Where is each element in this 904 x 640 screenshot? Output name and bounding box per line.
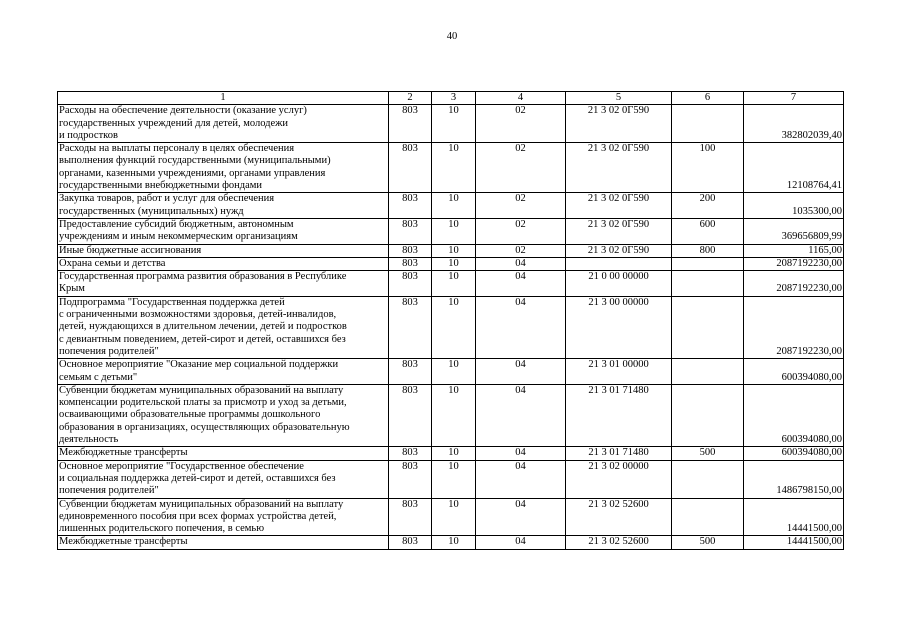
- row-code-cell-c2: 803: [389, 218, 432, 244]
- row-amount-cell: 2087192230,00: [744, 296, 844, 358]
- table-row: [58, 460, 844, 498]
- row-amount-cell: 2087192230,00: [744, 257, 844, 270]
- row-code-cell-c6: 600: [672, 218, 744, 244]
- row-name-line: образования в организациях, осуществляющих образовательную: [59, 421, 350, 433]
- row-name-line: семьям с детьми": [59, 371, 138, 383]
- row-name-cell: [58, 244, 389, 257]
- row-name-cell: [58, 296, 389, 358]
- row-name-line: лишенных родительского попечения, в семью: [59, 523, 265, 535]
- row-code-cell-c2: 803: [389, 105, 432, 143]
- budget-table: [57, 91, 844, 550]
- table-row: [58, 244, 844, 257]
- row-name-line: и подростков: [59, 129, 118, 141]
- row-name-cell: [58, 498, 389, 536]
- table-row: [58, 257, 844, 270]
- row-code-cell-c5: 21 3 01 00000: [566, 359, 672, 385]
- row-code-cell-c4: 04: [476, 460, 566, 498]
- row-name-line: Межбюджетные трансферты: [59, 447, 188, 459]
- row-name-line: деятельность: [59, 434, 119, 446]
- row-code-cell-c2: 803: [389, 359, 432, 385]
- row-name-line: Закупка товаров, работ и услуг для обеспечения: [59, 193, 275, 205]
- row-code-cell-c2: 803: [389, 244, 432, 257]
- row-name-cell: [58, 218, 389, 244]
- row-name-line: Межбюджетные трансферты: [59, 536, 188, 548]
- row-name-line: государственных учреждений для детей, молодежи: [59, 117, 289, 129]
- row-code-cell-c5: 21 3 02 0Г590: [566, 105, 672, 143]
- row-code-cell-c3: 10: [432, 193, 476, 219]
- row-code-cell-c6: [672, 271, 744, 297]
- row-code-cell-c3: 10: [432, 218, 476, 244]
- row-code-cell-c2: 803: [389, 296, 432, 358]
- row-amount-cell: 600394080,00: [744, 447, 844, 460]
- row-name-line: Предоставление субсидий бюджетным, автономным: [59, 218, 294, 230]
- row-code-cell-c4: 02: [476, 105, 566, 143]
- row-name-cell: [58, 193, 389, 219]
- table-body: [58, 105, 844, 549]
- row-name-cell: [58, 460, 389, 498]
- row-code-cell-c2: 803: [389, 536, 432, 549]
- row-name-cell: [58, 271, 389, 297]
- row-name-line: Крым: [59, 283, 85, 295]
- row-code-cell-c6: [672, 296, 744, 358]
- row-code-cell-c5: 21 3 02 00000: [566, 460, 672, 498]
- row-name-line: Расходы на обеспечение деятельности (оказание услуг): [59, 105, 307, 117]
- row-code-cell-c5: 21 3 02 0Г590: [566, 193, 672, 219]
- row-code-cell-c5: 21 3 02 52600: [566, 498, 672, 536]
- table-row: [58, 296, 844, 358]
- row-code-cell-c2: 803: [389, 384, 432, 446]
- row-name-line: попечения родителей": [59, 485, 159, 497]
- row-name-cell: [58, 143, 389, 193]
- row-code-cell-c5: 21 3 01 71480: [566, 447, 672, 460]
- row-code-cell-c5: 21 3 02 0Г590: [566, 244, 672, 257]
- row-code-cell-c2: 803: [389, 257, 432, 270]
- table-row: [58, 143, 844, 193]
- row-name-line: Иные бюджетные ассигнования: [59, 244, 202, 256]
- row-amount-cell: 369656809,99: [744, 218, 844, 244]
- row-name-line: Расходы на выплаты персоналу в целях обеспечения: [59, 143, 295, 155]
- row-code-cell-c2: 803: [389, 271, 432, 297]
- header-cell-1: 1: [58, 92, 389, 105]
- row-code-cell-c6: 200: [672, 193, 744, 219]
- row-amount-cell: 14441500,00: [744, 498, 844, 536]
- row-code-cell-c5: 21 3 02 52600: [566, 536, 672, 549]
- row-name-line: выполнения функций государственными (муниципальными): [59, 155, 331, 167]
- row-code-cell-c3: 10: [432, 244, 476, 257]
- header-cell-4: 4: [476, 92, 566, 105]
- row-code-cell-c3: 10: [432, 536, 476, 549]
- row-code-cell-c3: 10: [432, 143, 476, 193]
- table-row: [58, 384, 844, 446]
- row-code-cell-c4: 04: [476, 296, 566, 358]
- header-cell-5: 5: [566, 92, 672, 105]
- row-code-cell-c6: [672, 384, 744, 446]
- row-code-cell-c3: 10: [432, 384, 476, 446]
- table-row: [58, 271, 844, 297]
- row-code-cell-c4: 02: [476, 244, 566, 257]
- row-amount-cell: 1486798150,00: [744, 460, 844, 498]
- row-code-cell-c6: 800: [672, 244, 744, 257]
- row-amount-cell: 1165,00: [744, 244, 844, 257]
- row-code-cell-c5: [566, 257, 672, 270]
- row-code-cell-c5: 21 3 02 0Г590: [566, 218, 672, 244]
- row-code-cell-c2: 803: [389, 460, 432, 498]
- table-row: [58, 447, 844, 460]
- row-code-cell-c6: 500: [672, 536, 744, 549]
- row-code-cell-c3: 10: [432, 296, 476, 358]
- row-amount-cell: 382802039,40: [744, 105, 844, 143]
- row-name-line: Основное мероприятие "Государственное обеспечение: [59, 460, 304, 472]
- row-name-line: Субвенции бюджетам муниципальных образований на выплату: [59, 384, 344, 396]
- page-number: 40: [446, 31, 458, 42]
- table-row: [58, 105, 844, 143]
- row-name-cell: [58, 105, 389, 143]
- row-code-cell-c6: [672, 105, 744, 143]
- row-name-line: государственными внебюджетными фондами: [59, 180, 263, 192]
- row-code-cell-c2: 803: [389, 447, 432, 460]
- row-amount-cell: 600394080,00: [744, 359, 844, 385]
- row-code-cell-c6: [672, 257, 744, 270]
- row-name-line: государственных (муниципальных) нужд: [59, 205, 244, 217]
- row-code-cell-c4: 04: [476, 359, 566, 385]
- row-code-cell-c5: 21 3 01 71480: [566, 384, 672, 446]
- row-code-cell-c5: 21 3 00 00000: [566, 296, 672, 358]
- row-name-line: Подпрограмма "Государственная поддержка детей: [59, 296, 285, 308]
- row-code-cell-c3: 10: [432, 359, 476, 385]
- header-cell-3: 3: [432, 92, 476, 105]
- row-name-line: Субвенции бюджетам муниципальных образований на выплату: [59, 498, 344, 510]
- table-header-row: [58, 92, 844, 105]
- row-code-cell-c3: 10: [432, 257, 476, 270]
- row-code-cell-c6: [672, 359, 744, 385]
- row-code-cell-c4: 04: [476, 447, 566, 460]
- row-amount-cell: 12108764,41: [744, 143, 844, 193]
- row-amount-cell: 2087192230,00: [744, 271, 844, 297]
- row-code-cell-c5: 21 3 02 0Г590: [566, 143, 672, 193]
- row-code-cell-c6: [672, 498, 744, 536]
- row-code-cell-c4: 04: [476, 384, 566, 446]
- row-code-cell-c4: 04: [476, 536, 566, 549]
- row-code-cell-c2: 803: [389, 143, 432, 193]
- row-code-cell-c6: 100: [672, 143, 744, 193]
- row-code-cell-c4: 02: [476, 143, 566, 193]
- header-cell-7: 7: [744, 92, 844, 105]
- row-name-cell: [58, 384, 389, 446]
- row-name-line: единовременного пособия при всех формах устройства детей,: [59, 510, 337, 522]
- row-amount-cell: 1035300,00: [744, 193, 844, 219]
- row-name-line: с девиантным поведением, детей-сирот и детей, оставшихся без: [59, 333, 346, 345]
- row-name-cell: [58, 257, 389, 270]
- header-cell-2: 2: [389, 92, 432, 105]
- row-code-cell-c2: 803: [389, 498, 432, 536]
- row-amount-cell: 14441500,00: [744, 536, 844, 549]
- row-code-cell-c3: 10: [432, 271, 476, 297]
- row-code-cell-c4: 02: [476, 218, 566, 244]
- row-name-line: детей, нуждающихся в длительном лечении, детей и подростков: [59, 321, 347, 333]
- table-row: [58, 498, 844, 536]
- table-row: [58, 218, 844, 244]
- row-name-cell: [58, 447, 389, 460]
- row-code-cell-c4: 04: [476, 257, 566, 270]
- row-name-line: попечения родителей": [59, 345, 159, 357]
- table-row: [58, 536, 844, 549]
- row-name-line: Охрана семьи и детства: [59, 257, 166, 269]
- row-name-line: компенсации родительской платы за присмотр и уход за детьми,: [59, 397, 347, 409]
- row-name-line: органами, казенными учреждениями, органами управления: [59, 167, 326, 179]
- header-cell-6: 6: [672, 92, 744, 105]
- table-row: [58, 193, 844, 219]
- row-code-cell-c3: 10: [432, 460, 476, 498]
- row-code-cell-c6: [672, 460, 744, 498]
- row-name-line: учреждениям и иным некоммерческим организациям: [59, 231, 298, 243]
- table-row: [58, 359, 844, 385]
- row-code-cell-c2: 803: [389, 193, 432, 219]
- row-name-line: и социальная поддержка детей-сирот и детей, оставшихся без: [59, 472, 336, 484]
- row-name-line: Государственная программа развития образования в Республике: [59, 271, 347, 283]
- row-code-cell-c4: 04: [476, 271, 566, 297]
- row-amount-cell: 600394080,00: [744, 384, 844, 446]
- row-code-cell-c3: 10: [432, 105, 476, 143]
- row-name-line: Основное мероприятие "Оказание мер социальной поддержки: [59, 359, 339, 371]
- row-code-cell-c4: 04: [476, 498, 566, 536]
- row-name-cell: [58, 536, 389, 549]
- row-code-cell-c5: 21 0 00 00000: [566, 271, 672, 297]
- row-code-cell-c6: 500: [672, 447, 744, 460]
- row-code-cell-c4: 02: [476, 193, 566, 219]
- row-name-line: с ограниченными возможностями здоровья, детей-инвалидов,: [59, 309, 337, 321]
- row-code-cell-c3: 10: [432, 447, 476, 460]
- row-name-cell: [58, 359, 389, 385]
- row-name-line: осваивающими образовательные программы дошкольного: [59, 409, 321, 421]
- row-code-cell-c3: 10: [432, 498, 476, 536]
